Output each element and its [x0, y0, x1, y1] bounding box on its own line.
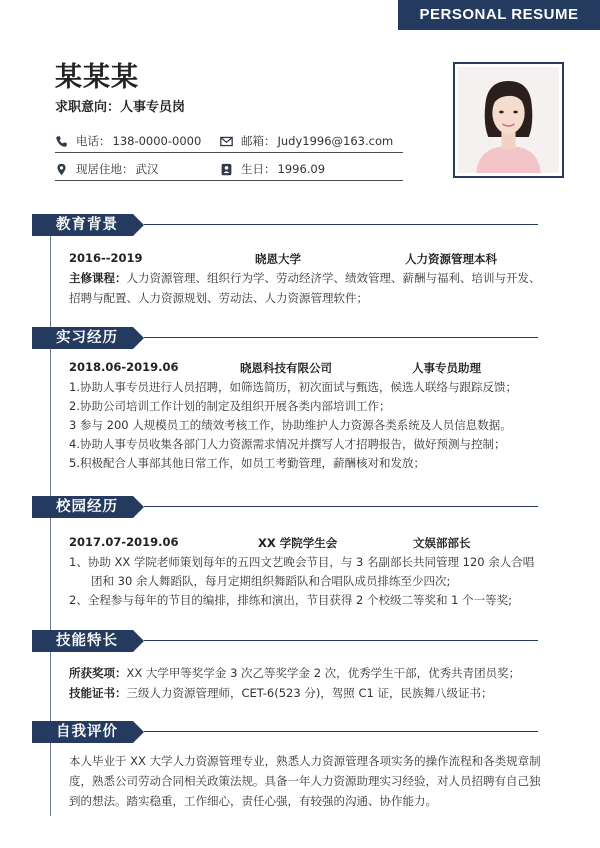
campus-item-cont: 团和 30 余人舞蹈队，每月定期组织舞蹈队和合唱队成员排练至少四次;	[91, 574, 451, 588]
campus-org: XX 学院学生会	[258, 536, 338, 550]
location-label: 现居住地：	[76, 162, 134, 176]
campus-item: 1、协助 XX 学院老师策划每年的五四文艺晚会节目，与 3 名副部长共同管理 120 余人合唱	[69, 555, 535, 569]
courses-text: 人力资源管理、组织行为学、劳动经济学、绩效管理、薪酬与福利、培训与开发、	[126, 271, 541, 285]
email-contact	[220, 133, 393, 149]
location-value: 武汉	[135, 162, 159, 176]
self-eval-text: 本人毕业于 XX 大学人力资源管理专业，熟悉人力资源管理各项实务的操作流程和各类规章制	[69, 754, 541, 768]
education-school: 晓恩大学	[255, 252, 301, 266]
internship-company: 晓恩科技有限公司	[240, 361, 332, 375]
section-self-eval-header	[32, 721, 538, 743]
email-value: Judy1996@163.com	[277, 134, 394, 148]
section-internship-header	[32, 327, 538, 349]
section-self-eval-title: 自我评价	[32, 721, 133, 743]
internship-period: 2018.06-2019.06	[69, 360, 179, 374]
awards-label: 所获奖项：	[69, 666, 127, 680]
location-icon	[55, 163, 68, 176]
contact-row-2	[55, 155, 403, 181]
section-divider	[144, 640, 538, 641]
self-eval-text: 度，熟悉公司劳动合同相关政策法规。具备一年人力资源助理实习经验，对人员招聘有自己独	[69, 774, 541, 788]
section-education-title: 教育背景	[32, 214, 133, 236]
internship-duty: 2.协助公司培训工作计划的制定及组织开展各类内部培训工作；	[69, 399, 391, 413]
birthday-value: 1996.09	[277, 162, 326, 176]
profile-photo	[453, 62, 564, 178]
campus-role: 文娱部部长	[413, 536, 471, 550]
section-campus-title: 校园经历	[32, 496, 133, 518]
phone-label: 电话：	[76, 134, 111, 148]
internship-duty: 3 参与 200 人规模员工的绩效考核工作，协助维护人力资源各类系统及人员信息数据。	[69, 418, 512, 432]
resume-banner: PERSONAL RESUME	[398, 0, 600, 30]
education-courses-cont: 招聘与配置、人力资源规划、劳动法、人力资源管理软件；	[69, 291, 368, 305]
certs-text: 三级人力资源管理师，CET-6(523 分)，驾照 C1 证，民族舞八级证书；	[126, 686, 493, 700]
education-courses	[69, 270, 541, 286]
campus-period: 2017.07-2019.06	[69, 535, 179, 549]
self-eval-text: 到的想法。踏实稳重，工作细心，责任心强，有较强的沟通、协作能力。	[69, 794, 437, 808]
birthday-contact	[220, 161, 325, 177]
awards-text: XX 大学甲等奖学金 3 次乙等奖学金 2 次，优秀学生干部，优秀共青团员奖；	[126, 666, 521, 680]
section-divider	[144, 506, 538, 507]
email-label: 邮箱：	[241, 134, 276, 148]
section-campus-header	[32, 496, 538, 518]
section-divider	[144, 731, 538, 732]
internship-duty: 5.积极配合人事部其他日常工作，如员工考勤管理，薪酬核对和发放；	[69, 456, 425, 470]
internship-position: 人事专员助理	[412, 361, 481, 375]
job-objective: 求职意向：人事专员岗	[55, 100, 186, 115]
education-major: 人力资源管理本科	[405, 252, 497, 266]
id-card-icon	[220, 163, 233, 176]
section-skills-title: 技能特长	[32, 630, 133, 652]
skills-certs	[69, 685, 492, 701]
education-period: 2016--2019	[69, 251, 143, 265]
mail-icon	[220, 135, 233, 148]
internship-duty: 4.协助人事专员收集各部门人力资源需求情况并撰写人才招聘报告，做好预测与控制；	[69, 437, 506, 451]
phone-contact	[55, 133, 201, 149]
certs-label: 技能证书：	[69, 686, 127, 700]
courses-label: 主修课程：	[69, 271, 127, 285]
contact-row-1	[55, 127, 403, 153]
section-skills-header	[32, 630, 538, 652]
section-divider	[144, 337, 538, 338]
location-contact	[55, 161, 159, 177]
phone-value: 138-0000-0000	[112, 134, 202, 148]
internship-duty: 1.协助人事专员进行人员招聘，如筛选简历，初次面试与甄选，候选人联络与跟踪反馈；	[69, 380, 517, 394]
candidate-name: 某某某	[55, 62, 139, 93]
section-education-header	[32, 214, 538, 236]
phone-icon	[55, 135, 68, 148]
section-internship-title: 实习经历	[32, 327, 133, 349]
skills-awards	[69, 665, 520, 681]
birthday-label: 生日：	[241, 162, 276, 176]
section-divider	[144, 224, 538, 225]
portrait-image	[458, 67, 559, 173]
campus-item: 2、全程参与每年的节目的编排，排练和演出，节目获得 2 个校级二等奖和 1 个一等奖;	[69, 593, 512, 607]
